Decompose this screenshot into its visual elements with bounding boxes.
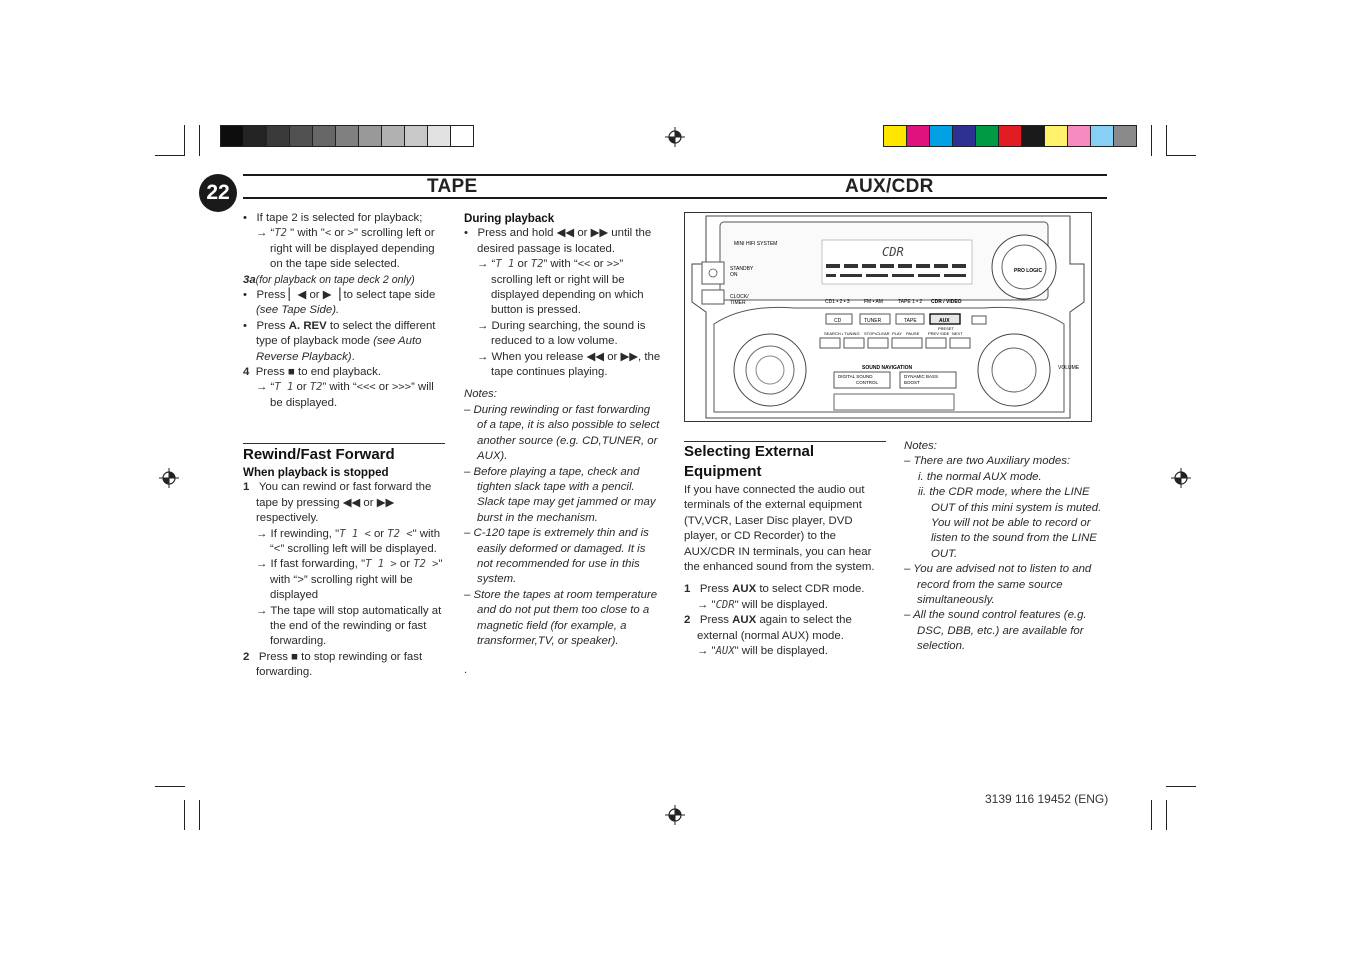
gray-swatch — [267, 126, 290, 146]
column-tape-right — [464, 211, 662, 679]
step-2: 2 Press AUX again to select the external (normal AUX) mode. — [684, 614, 852, 642]
bullet-item: • Press A. REV to select the different type of playback mode (see Auto Reverse Playback). — [243, 319, 436, 363]
result-line: → During searching, the sound is reduced to a low volume. — [477, 319, 646, 348]
page-number-badge: 22 — [199, 174, 237, 212]
stray-dot: . — [464, 664, 468, 677]
prev-label: PREV — [928, 331, 939, 336]
notes-block — [464, 387, 662, 678]
column-aux-left — [684, 442, 888, 659]
header-rule-top — [243, 174, 1107, 176]
result-line: → “T 1 or T2” with “<< or >>” scrolling left or right will be displayed depending on which button is pressed. — [477, 258, 644, 317]
lcd-readout: CDR — [882, 245, 904, 259]
result-line: → “T2 " with "< or >" scrolling left or right will be displayed depending on the tape side selected. — [256, 227, 435, 271]
search-label: SEARCH • TUNING — [824, 331, 860, 336]
notes-title: Notes: — [904, 440, 937, 452]
note-item: – C-120 tape is extremely thin and is easily deformed or damaged. It is not recommended for use in this system. — [464, 527, 649, 586]
dsc-label: DIGITAL SOUND — [838, 374, 873, 379]
grayscale-calibration-bar — [220, 125, 474, 147]
tuner-button-label: TUNER — [864, 318, 882, 324]
result-line: → The tape will stop automatically at the end of the rewinding or fast forwarding. — [256, 604, 442, 648]
step-1: 1 You can rewind or fast forward the tape by pressing ◀◀ or ▶▶ respectively. — [243, 481, 432, 525]
note-item: – There are two Auxiliary modes: — [904, 455, 1071, 468]
gray-swatch — [451, 126, 473, 146]
mini-hifi-system-illustration — [684, 212, 1092, 422]
crop-mark — [1166, 125, 1167, 156]
note-sub-item: i. the normal AUX mode. — [918, 470, 1042, 483]
stop-icon: ■ — [287, 366, 295, 379]
source-cd-label: CD1 • 2 • 3 — [825, 299, 850, 305]
color-swatch — [1045, 126, 1068, 146]
result-line: → "CDR" will be displayed. — [697, 598, 828, 611]
color-swatch — [976, 126, 999, 146]
clock-label: CLOCK/ — [730, 294, 749, 300]
color-swatch — [953, 126, 976, 146]
column-rewind-ff — [243, 445, 446, 681]
section-title-tape: TAPE — [427, 176, 478, 197]
crop-mark — [199, 125, 200, 156]
crop-mark — [1166, 155, 1196, 156]
gray-swatch — [382, 126, 405, 146]
crop-mark — [155, 155, 185, 156]
note-item: – During rewinding or fast forwarding of a tape, it is also possible to select another source (e.g. CD,TUNER, or AUX). — [464, 403, 660, 463]
section-rule — [243, 443, 445, 444]
subsection-title: Rewind/Fast Forward — [243, 446, 395, 463]
registration-mark-icon — [665, 805, 685, 825]
volume-label: VOLUME — [1058, 365, 1080, 371]
timer-label: TIMER — [730, 300, 746, 306]
source-fm-label: FM • AM — [864, 299, 883, 305]
column-tape-left — [243, 211, 446, 411]
source-cdr-label: CDR / VIDEO — [931, 299, 962, 305]
note-item: – All the sound control features (e.g. DSC, DBB, etc.) are available for selection. — [904, 609, 1087, 653]
gray-swatch — [336, 126, 359, 146]
pause-label: PAUSE — [906, 331, 920, 336]
dbb-label: DYNAMIC BASS — [904, 374, 939, 379]
document-code: 3139 116 19452 (ENG) — [985, 792, 1109, 806]
standby-label: STANDBY — [730, 266, 754, 272]
subheading: During playback — [464, 212, 555, 225]
note-item: – You are advised not to listen to and record from the same source simultaneously. — [904, 563, 1092, 607]
gray-swatch — [290, 126, 313, 146]
color-swatch — [1114, 126, 1136, 146]
gray-swatch — [359, 126, 382, 146]
bullet-item: • If tape 2 is selected for playback; — [243, 212, 423, 224]
section-title-aux-cdr: AUX/CDR — [845, 176, 934, 197]
gray-swatch — [405, 126, 428, 146]
bullet-item: • Press ▏◀ or ▶▕ to select tape side (see Tape Side). — [243, 289, 436, 317]
color-swatch — [1068, 126, 1091, 146]
note-sub-item: ii. the CDR mode, where the LINE OUT of this mini system is muted. You will not be able to record or listen to the sound from the LINE OUT. — [918, 486, 1102, 560]
note-item: – Store the tapes at room temperature and do not put them too close to a magnetic field (for example, a transformer,TV, or speaker). — [464, 588, 658, 647]
stop-icon: ■ — [291, 650, 299, 663]
cd-button-label: CD — [834, 318, 842, 324]
subsection-title: Selecting External Equipment — [684, 443, 815, 480]
on-label: ON — [730, 272, 738, 278]
next-icon: ▶▕ — [322, 289, 341, 302]
preset-label: PRESET — [938, 326, 955, 331]
prev-icon: ▏◀ — [288, 289, 307, 302]
column-aux-notes — [904, 439, 1108, 655]
next-label: NEXT — [952, 331, 963, 336]
crop-mark — [199, 800, 200, 830]
dbb-label-2: BOOST — [904, 380, 920, 385]
play-label: PLAY — [892, 331, 902, 336]
notes-title: Notes: — [464, 388, 497, 401]
gray-swatch — [221, 126, 244, 146]
color-swatch — [1022, 126, 1045, 146]
result-line: → If rewinding, "T 1 < or T2 <" with “<” scrolling left will be displayed. — [256, 527, 441, 556]
intro-paragraph: If you have connected the audio out terminals of the external equipment (TV,VCR, Laser Disc player, DVD player, or CD Recorder) to the AUX/CDR IN terminals, you can hear the enhanced sound from the system. — [684, 484, 875, 574]
crop-mark — [155, 786, 185, 787]
crop-mark — [1151, 800, 1152, 830]
step-1: 1 Press AUX to select CDR mode. — [684, 583, 865, 596]
note-item: – Before playing a tape, check and tighten slack tape with a pencil. Slack tape may get jammed or may burst in the mechanism. — [464, 465, 656, 524]
gray-swatch — [313, 126, 336, 146]
sound-navigation-label: SOUND NAVIGATION — [862, 365, 913, 371]
bullet-item: • Press and hold ◀◀ or ▶▶ until the desired passage is located. — [464, 227, 652, 255]
color-swatch — [907, 126, 930, 146]
gray-swatch — [428, 126, 451, 146]
registration-mark-icon — [665, 127, 685, 147]
step-3a: 3a(for playback on tape deck 2 only) — [243, 273, 415, 286]
gray-swatch — [244, 126, 267, 146]
crop-mark — [1151, 125, 1152, 156]
header-rule-bottom — [243, 197, 1107, 199]
pro-logic-label: PRO LOGIC — [1014, 268, 1043, 274]
crop-mark — [1166, 786, 1196, 787]
registration-mark-icon — [1171, 468, 1191, 488]
color-swatch — [930, 126, 953, 146]
dsc-label-2: CONTROL — [856, 380, 879, 385]
subheading: When playback is stopped — [243, 466, 389, 479]
source-tape-label: TAPE 1 • 2 — [898, 299, 923, 305]
step-2: 2 Press ■ to stop rewinding or fast forwarding. — [243, 650, 423, 679]
color-calibration-bar — [883, 125, 1137, 147]
color-swatch — [884, 126, 907, 146]
crop-mark — [1166, 800, 1167, 830]
crop-mark — [184, 125, 185, 156]
registration-mark-icon — [159, 468, 179, 488]
tape-button-label: TAPE — [904, 318, 917, 324]
crop-mark — [184, 800, 185, 830]
result-line: → When you release ◀◀ or ▶▶, the tape continues playing. — [477, 350, 661, 379]
result-line: → "AUX" will be displayed. — [697, 645, 828, 658]
side-label: SIDE — [940, 331, 950, 336]
result-line: → If fast forwarding, "T 1 > or T2 >" with “>” scrolling right will be displayed — [256, 558, 443, 602]
stop-label: STOP•CLEAR — [864, 331, 890, 336]
color-swatch — [999, 126, 1022, 146]
color-swatch — [1091, 126, 1114, 146]
aux-button-label: AUX — [939, 318, 950, 324]
device-brand-label: MINI HIFI SYSTEM — [734, 241, 778, 247]
result-line: → “T 1 or T2” with “<<< or >>>” will be displayed. — [256, 381, 434, 409]
step-4: 4 Press ■ to end playback. — [243, 366, 381, 379]
